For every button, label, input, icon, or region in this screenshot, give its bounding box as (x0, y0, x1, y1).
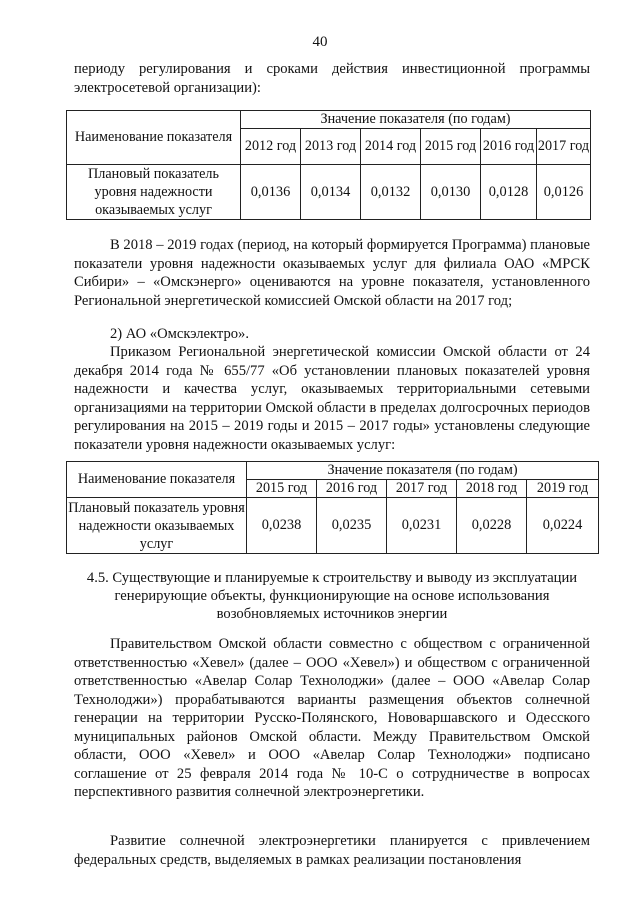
paragraph-rek-order: Приказом Региональной энергетической комиссии Омской области от 24 декабря 2014 года № 655/77 «Об установлении плановых показателей уровня надежности и качества услуг, оказываемых территориальными сетевыми организациями на территории Омской области в пределах долгосрочных периодов регулирования на 2015 – 2019 годы и 2015 – 2017 годы» установлены следующие показатели уровня надежности оказываемых услуг: (74, 344, 590, 453)
value-cell: 0,0224 (527, 498, 599, 554)
page-number: 40 (312, 34, 328, 50)
table-row (67, 498, 599, 554)
name-column-header: Наименование показателя (67, 111, 241, 165)
value-cell: 0,0128 (481, 165, 537, 220)
value-cell: 0,0126 (537, 165, 591, 220)
reliability-table-2015-2019 (66, 461, 599, 554)
year-header: 2019 год (527, 480, 599, 498)
value-cell: 0,0130 (421, 165, 481, 220)
year-header: 2018 год (457, 480, 527, 498)
value-cell: 0,0238 (247, 498, 317, 554)
row-label: Плановый показатель уровня надежности оказываемых услуг (67, 165, 241, 220)
year-header: 2016 год (317, 480, 387, 498)
values-group-header: Значение показателя (по годам) (247, 462, 599, 480)
value-cell: 0,0136 (241, 165, 301, 220)
value-cell: 0,0134 (301, 165, 361, 220)
paragraph-2018-2019: В 2018 – 2019 годах (период, на который формируется Программа) плановые показатели уровня надежности оказываемых услуг для филиала ОАО «МРСК Сибири» – «Омскэнерго» оцениваются на уровне показателя, установленного Региональной энергетической комиссией Омской области на 2017 год; (74, 237, 590, 309)
name-column-header: Наименование показателя (67, 462, 247, 498)
value-cell: 0,0231 (387, 498, 457, 554)
year-header: 2016 год (481, 129, 537, 165)
intro-paragraph: периоду регулирования и сроками действия инвестиционной программы электросетевой организации): (74, 61, 590, 96)
year-header: 2012 год (241, 129, 301, 165)
year-header: 2017 год (537, 129, 591, 165)
year-header: 2017 год (387, 480, 457, 498)
paragraph-solar-funding: Развитие солнечной электроэнергетики планируется с привлечением федеральных средств, выделяемых в рамках реализации постановления (74, 833, 590, 868)
year-header: 2015 год (247, 480, 317, 498)
year-header: 2014 год (361, 129, 421, 165)
list-item-omskelektro: 2) АО «Омскэлектро». (110, 326, 250, 342)
table-row (67, 165, 591, 220)
year-header: 2013 год (301, 129, 361, 165)
year-header: 2015 год (421, 129, 481, 165)
value-cell: 0,0228 (457, 498, 527, 554)
row-label: Плановый показатель уровня надежности оказываемых услуг (68, 499, 245, 552)
value-cell: 0,0235 (317, 498, 387, 554)
values-group-header: Значение показателя (по годам) (241, 111, 591, 129)
paragraph-solar-agreement: Правительством Омской области совместно с обществом с ограниченной ответственностью «Хевел» (далее – ООО «Хевел») и обществом с ограниченной ответственностью «Авелар Солар Технолоджи» (далее – ООО «Авелар Солар Технолоджи») прорабатываются варианты размещения объектов солнечной генерации на территории Русско-Полянского, Нововаршавского и Одесского муниципальных районов Омской области. Между Правительством Омской области, ООО «Хевел» и ООО «Авелар Солар Технолоджи» подписано соглашение от 25 февраля 2014 года № 10-С о сотрудничестве в вопросах перспективного развития солнечной электроэнергетики. (74, 636, 590, 800)
value-cell: 0,0132 (361, 165, 421, 220)
reliability-table-2012-2017 (66, 110, 591, 220)
section-heading: 4.5. Существующие и планируемые к строительству и выводу из эксплуатации генерирующие объекты, функционирующие на основе использования возобновляемых источников энергии (86, 570, 578, 622)
